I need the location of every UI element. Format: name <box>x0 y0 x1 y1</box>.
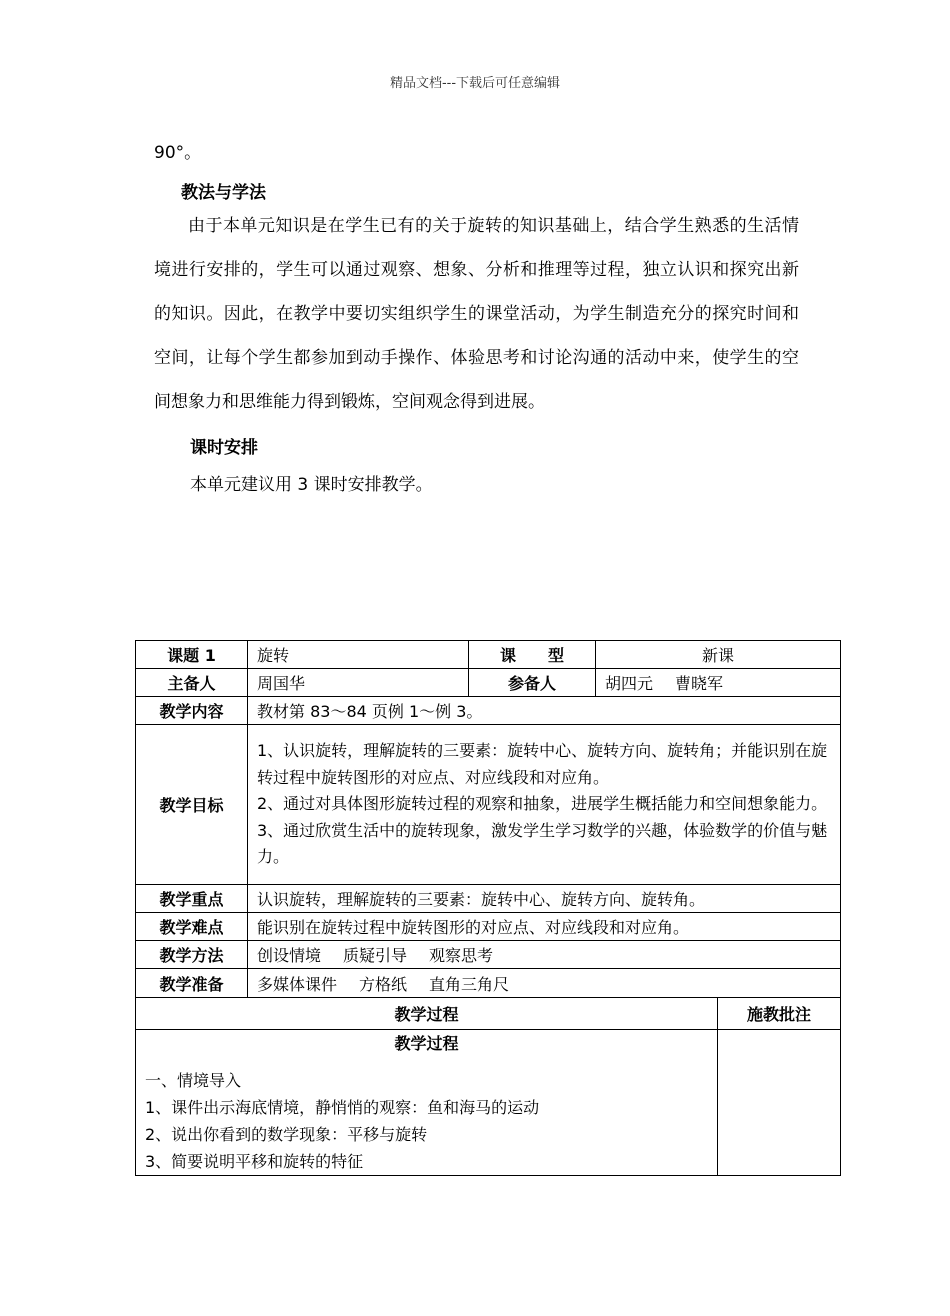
section-heading-methods: 教法与学法 <box>181 183 266 203</box>
notes-cell <box>718 1030 841 1176</box>
continued-text: 90°。 <box>154 143 202 163</box>
goals-label: 教学目标 <box>136 725 248 885</box>
table-row <box>136 1030 841 1176</box>
method-item: 质疑引导 <box>343 946 408 965</box>
prep-item: 直角三角尺 <box>429 974 510 994</box>
prep-item: 方格纸 <box>359 974 408 994</box>
topic-value: 旋转 <box>248 641 469 669</box>
type-value: 新课 <box>596 641 841 669</box>
notes-header: 施教批注 <box>718 998 841 1030</box>
difficulty-label: 教学难点 <box>136 913 248 941</box>
co-preparer-value <box>596 669 841 697</box>
goal-item: 1、认识旋转，理解旋转的三要素：旋转中心、旋转方向、旋转角；并能识别在旋转过程中旋转图形的对应点、对应线段和对应角。 <box>257 741 828 787</box>
process-title: 教学过程 <box>394 1034 459 1053</box>
type-label: 课 型 <box>469 641 596 669</box>
table-row <box>136 725 841 885</box>
prep-value <box>248 969 841 998</box>
process-header: 教学过程 <box>136 998 718 1030</box>
process-line: 一、情境导入 <box>145 1071 242 1090</box>
method-value <box>248 941 841 969</box>
host-label: 主备人 <box>136 669 248 697</box>
content-value: 教材第 83～84 页例 1～例 3。 <box>248 697 841 725</box>
method-label: 教学方法 <box>136 941 248 969</box>
goal-item: 3、通过欣赏生活中的旋转现象，激发学生学习数学的兴趣，体验数学的价值与魅力。 <box>257 820 828 867</box>
co-preparer-2: 曹晓军 <box>675 674 724 693</box>
table-row <box>136 885 841 913</box>
process-line: 2、说出你看到的数学现象：平移与旋转 <box>145 1125 428 1144</box>
schedule-paragraph: 本单元建议用 3 课时安排教学。 <box>190 475 433 495</box>
prep-label: 教学准备 <box>136 969 248 998</box>
table-row <box>136 641 841 669</box>
method-item: 创设情境 <box>257 946 322 965</box>
table-row <box>136 697 841 725</box>
table-row <box>136 998 841 1030</box>
table-row <box>136 969 841 998</box>
table-row <box>136 941 841 969</box>
co-preparer-label: 参备人 <box>469 669 596 697</box>
prep-item: 多媒体课件 <box>257 974 338 994</box>
key-point-value: 认识旋转，理解旋转的三要素：旋转中心、旋转方向、旋转角。 <box>248 885 841 913</box>
process-line: 1、课件出示海底情境，静悄悄的观察：鱼和海马的运动 <box>145 1098 540 1117</box>
page-header: 精品文档---下载后可任意编辑 <box>389 76 561 91</box>
key-point-label: 教学重点 <box>136 885 248 913</box>
co-preparer-1: 胡四元 <box>605 674 654 693</box>
table-row <box>136 669 841 697</box>
section-heading-schedule: 课时安排 <box>190 438 258 458</box>
host-value: 周国华 <box>248 669 469 697</box>
content-label: 教学内容 <box>136 697 248 725</box>
goals-value <box>248 725 841 885</box>
process-body <box>136 1030 718 1176</box>
process-line: 3、简要说明平移和旋转的特征 <box>145 1152 364 1171</box>
method-item: 观察思考 <box>429 946 494 965</box>
topic-label: 课题 1 <box>136 641 248 669</box>
table-row <box>136 913 841 941</box>
lesson-plan-table <box>135 640 841 1176</box>
goal-item: 2、通过对具体图形旋转过程的观察和抽象，进展学生概括能力和空间想象能力。 <box>257 794 828 814</box>
difficulty-value: 能识别在旋转过程中旋转图形的对应点、对应线段和对应角。 <box>248 913 841 941</box>
methods-paragraph: 由于本单元知识是在学生已有的关于旋转的知识基础上，结合学生熟悉的生活情境进行安排的，学生可以通过观察、想象、分析和推理等过程，独立认识和探究出新的知识。因此，在教学中要切实组织学生的课堂活动，为学生制造充分的探究时间和空间，让每个学生都参加到动手操作、体验思考和讨论沟通的活动中来，使学生的空间想象力和思维能力得到锻炼，空间观念得到进展。 <box>154 216 799 412</box>
